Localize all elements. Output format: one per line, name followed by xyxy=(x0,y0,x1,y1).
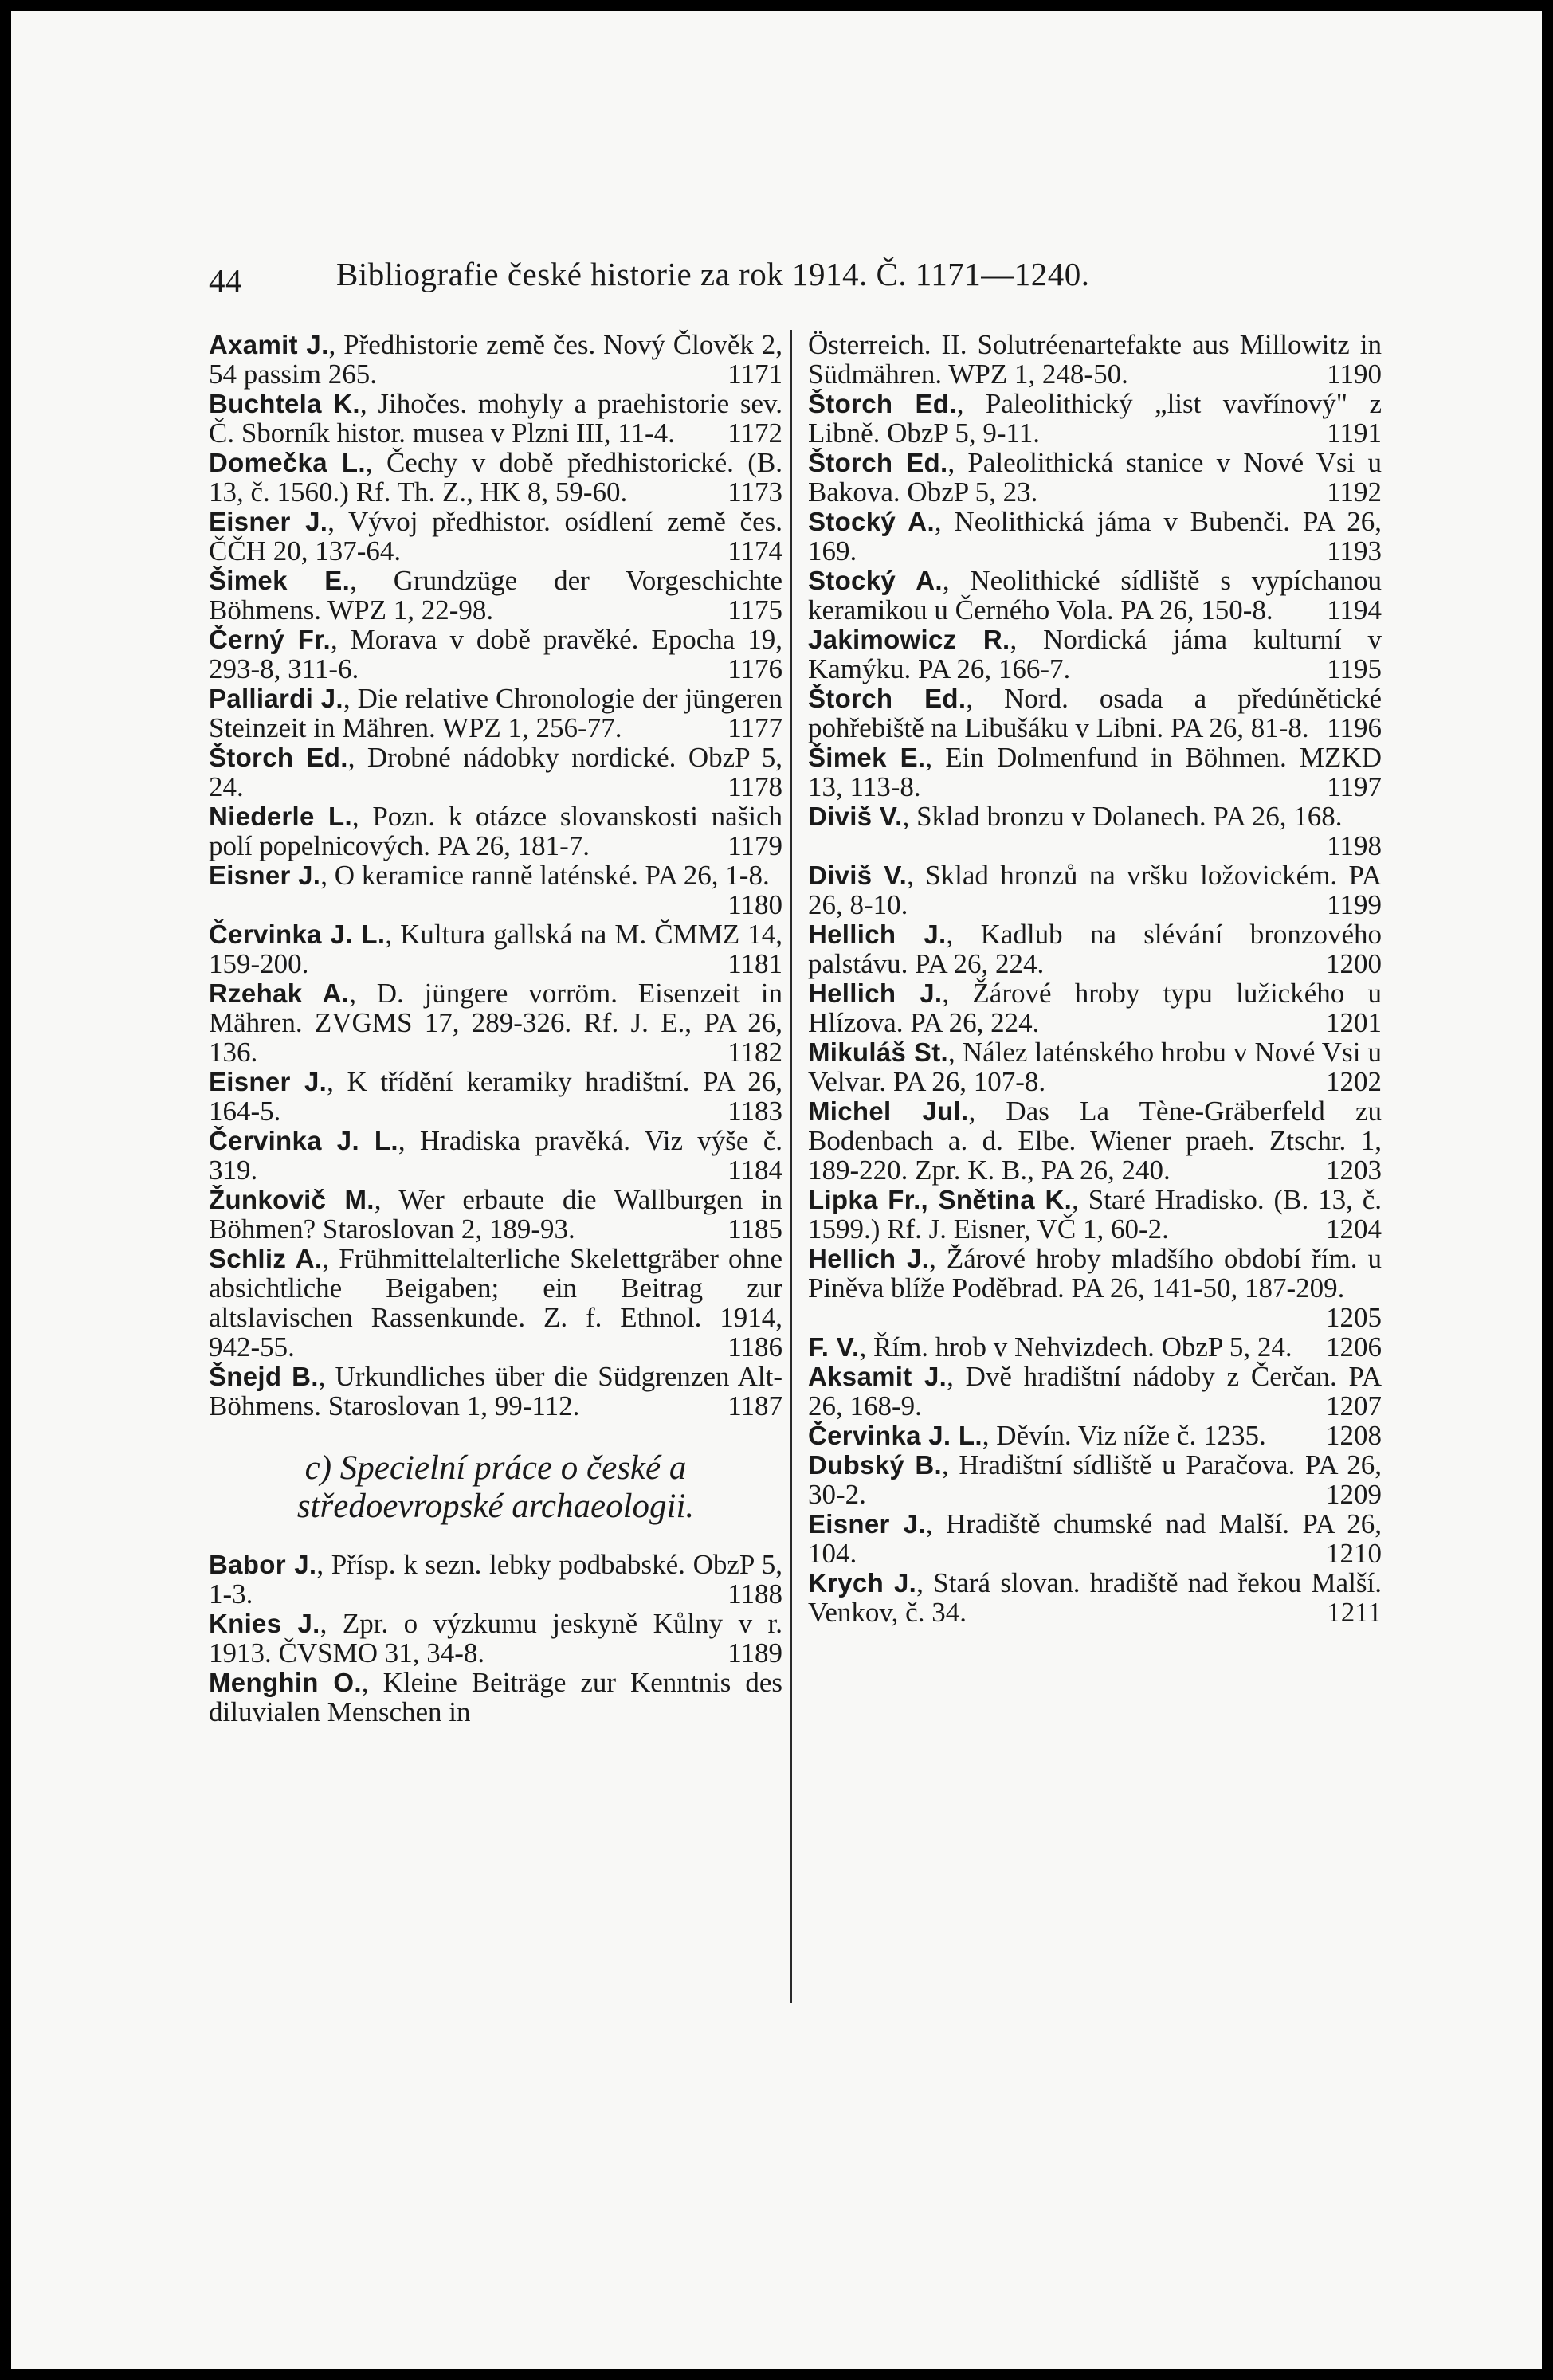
bibliography-entry xyxy=(209,1244,782,1362)
entry-number: 1203 xyxy=(1326,1155,1382,1186)
entry-text: , Řím. hrob v Nehvizdech. ObzP 5, 24. xyxy=(859,1331,1292,1363)
entry-text: , Drobné nádobky nordické. ObzP 5, 24. xyxy=(209,742,782,802)
entry-author: Žunkovič M. xyxy=(209,1185,375,1214)
entry-number: 1192 xyxy=(1327,476,1382,508)
entry-text: , Děvín. Viz níže č. 1235. xyxy=(982,1420,1266,1451)
bibliography-entry xyxy=(808,448,1382,507)
entry-author: Červinka J. L. xyxy=(209,1126,398,1155)
bibliography-entry xyxy=(209,1550,782,1609)
entry-number: 1185 xyxy=(727,1214,782,1245)
bibliography-entry xyxy=(209,330,782,389)
entry-author: Štorch Ed. xyxy=(808,448,948,477)
bibliography-entry xyxy=(209,1609,782,1668)
entry-text: , Přísp. k sezn. lebky podbabské. ObzP 5, 1-3. xyxy=(209,1549,782,1610)
section-heading: c) Specielní práce o české a středoevropské archaeologii. xyxy=(296,1449,695,1525)
entry-text: , O keramice ranně laténské. PA 26, 1-8. xyxy=(320,860,770,891)
entry-text: , Kleine Beiträge zur Kenntnis des diluvialen Menschen in xyxy=(209,1667,782,1727)
entry-text: , Ein Dolmenfund in Böhmen. MZKD 13, 113-8. xyxy=(808,742,1382,802)
entry-author: Červinka J. L. xyxy=(209,919,386,949)
entry-author: Štorch Ed. xyxy=(209,743,348,772)
right-column xyxy=(808,330,1382,1627)
entry-text: , Neolithické sídliště s vypíchanou keramikou u Černého Vola. PA 26, 150-8. xyxy=(808,565,1382,625)
entry-text: , Kultura gallská na M. ČMMZ 14, 159-200. xyxy=(209,919,782,979)
entry-author: Hellich J. xyxy=(808,1244,930,1273)
entry-number: 1178 xyxy=(727,771,782,802)
entry-text: , Morava v době pravěké. Epocha 19, 293-8, 311-6. xyxy=(209,624,782,684)
entry-number: 1206 xyxy=(1326,1331,1382,1363)
bibliography-entry xyxy=(808,1244,1382,1332)
entry-number: 1181 xyxy=(727,948,782,979)
entry-text: , Nordická jáma kulturní v Kamýku. PA 26, 166-7. xyxy=(808,624,1382,684)
bibliography-entry xyxy=(808,566,1382,625)
entry-number: 1208 xyxy=(1326,1420,1382,1451)
bibliography-entry xyxy=(209,684,782,743)
entry-text: , Grundzüge der Vorgeschichte Böhmens. WPZ 1, 22-98. xyxy=(209,565,782,625)
entry-number: 1190 xyxy=(1327,359,1382,390)
entry-text: , Žárové hroby mladšího období řím. u Piněva blíže Poděbrad. PA 26, 141-50, 187-209. xyxy=(808,1243,1382,1304)
entry-text: , Paleolithický „list vavřínový" z Libně. ObzP 5, 9-11. xyxy=(808,388,1382,449)
bibliography-entry xyxy=(808,861,1382,919)
entry-author: Eisner J. xyxy=(209,1067,327,1096)
bibliography-entry xyxy=(209,625,782,684)
entry-text: , Staré Hradisko. (B. 13, č. 1599.) Rf. J. Eisner, VČ 1, 60-2. xyxy=(808,1184,1382,1245)
entry-text: , Jihočes. mohyly a praehistorie sev. Č. Sborník histor. musea v Plzni III, 11-4. xyxy=(209,388,782,449)
entry-number: 1189 xyxy=(727,1637,782,1668)
page-header xyxy=(209,250,1372,298)
entry-text: , K třídění keramiky hradištní. PA 26, 164-5. xyxy=(209,1066,782,1127)
bibliography-entry xyxy=(209,1668,782,1727)
entry-number: 1174 xyxy=(727,535,782,567)
entry-text: , Wer erbaute die Wallburgen in Böhmen? Staroslovan 2, 189-93. xyxy=(209,1184,782,1245)
entry-text: , Čechy v době předhistorické. (B. 13, č. 1560.) Rf. Th. Z., HK 8, 59-60. xyxy=(209,447,782,508)
entry-number: 1204 xyxy=(1326,1214,1382,1245)
left-entry-list xyxy=(209,330,782,1421)
entry-author: Palliardi J. xyxy=(209,684,343,713)
entry-text: , Das La Tène-Gräberfeld zu Bodenbach a. d. Elbe. Wiener praeh. Ztschr. 1, 189-220. Zpr. K. B., PA 26, 240. xyxy=(808,1096,1382,1186)
entry-author: Knies J. xyxy=(209,1609,320,1638)
entry-text: , Kadlub na slévání bronzového palstávu. PA 26, 224. xyxy=(808,919,1382,979)
entry-text: , Nord. osada a předúnětické pohřebiště na Libušáku v Libni. PA 26, 81-8. xyxy=(808,683,1382,743)
bibliography-entry xyxy=(808,684,1382,743)
bibliography-entry xyxy=(808,1037,1382,1096)
entry-number: 1177 xyxy=(727,712,782,743)
bibliography-entry xyxy=(808,1332,1382,1362)
bibliography-entry xyxy=(209,389,782,448)
entry-text: , D. jüngere vorröm. Eisenzeit in Mähren. ZVGMS 17, 289-326. Rf. J. E., PA 26, 136. xyxy=(209,978,782,1068)
entry-author: Axamit J. xyxy=(209,330,329,359)
bibliography-entry xyxy=(209,1067,782,1126)
entry-author: Červinka J. L. xyxy=(808,1421,982,1450)
entry-text: , Vývoj předhistor. osídlení země čes. ČČH 20, 137-64. xyxy=(209,506,782,567)
entry-author: Černý Fr. xyxy=(209,625,331,654)
entry-text: , Pozn. k otázce slovanskosti našich polí popelnicových. PA 26, 181-7. xyxy=(209,801,782,861)
entry-number: 1210 xyxy=(1326,1538,1382,1569)
entry-text: , Hradištní sídliště u Paračova. PA 26, 30-2. xyxy=(808,1449,1382,1510)
entry-number: 1171 xyxy=(727,359,782,390)
bibliography-entry xyxy=(209,448,782,507)
entry-text: , Urkundliches über die Südgrenzen Alt-Böhmens. Staroslovan 1, 99-112. xyxy=(209,1361,782,1421)
entry-number: 1201 xyxy=(1326,1007,1382,1038)
entry-author: Eisner J. xyxy=(808,1509,926,1539)
entry-author: Štorch Ed. xyxy=(808,389,957,418)
bibliography-entry xyxy=(209,566,782,625)
entry-number: 1194 xyxy=(1327,594,1382,625)
entry-text: , Paleolithická stanice v Nové Vsi u Bakova. ObzP 5, 23. xyxy=(808,447,1382,508)
entry-author: Stocký A. xyxy=(808,566,943,595)
entry-author: Michel Jul. xyxy=(808,1096,969,1126)
page-number: 44 xyxy=(209,262,242,299)
bibliography-entry xyxy=(808,330,1382,389)
entry-author: Buchtela K. xyxy=(209,389,360,418)
bibliography-entry xyxy=(808,507,1382,566)
entry-number: 1191 xyxy=(1327,418,1382,449)
entry-number: 1200 xyxy=(1326,948,1382,979)
bibliography-entry xyxy=(808,1421,1382,1450)
right-entry-list xyxy=(808,330,1382,1627)
left-column xyxy=(209,330,782,1727)
entry-author: Hellich J. xyxy=(808,978,943,1008)
entry-text: , Předhistorie země čes. Nový Člověk 2, 54 passim 265. xyxy=(209,329,782,390)
entry-author: Rzehak A. xyxy=(209,978,350,1008)
entry-number: 1197 xyxy=(1327,771,1382,802)
entry-author: Schliz A. xyxy=(209,1244,323,1273)
left-entry-list-after xyxy=(209,1550,782,1727)
bibliography-entry xyxy=(209,802,782,861)
entry-text: , Frühmittelalterliche Skelettgräber ohne absichtliche Beigaben; ein Beitrag zur altslavischen Rassenkunde. Z. f. Ethnol. 1914, 942-55. xyxy=(209,1243,782,1363)
entry-text: , Žárové hroby typu lužického u Hlízova. PA 26, 224. xyxy=(808,978,1382,1038)
entry-author: Diviš V. xyxy=(808,861,908,890)
bibliography-entry xyxy=(808,978,1382,1037)
entry-number: 1207 xyxy=(1326,1390,1382,1421)
bibliography-entry xyxy=(209,743,782,802)
entry-author: Aksamit J. xyxy=(808,1362,947,1391)
entry-author: Šimek E. xyxy=(209,566,351,595)
column-divider xyxy=(790,330,792,2003)
entry-author: Jakimowicz R. xyxy=(808,625,1010,654)
entry-text: , Sklad bronzu v Dolanech. PA 26, 168. xyxy=(902,801,1343,832)
entry-author: Šnejd B. xyxy=(209,1362,319,1391)
bibliography-entry xyxy=(808,919,1382,978)
entry-number: 1209 xyxy=(1326,1479,1382,1510)
entry-number: 1179 xyxy=(727,830,782,861)
entry-number: 1205 xyxy=(1326,1302,1382,1333)
entry-author: Lipka Fr., Snětina K. xyxy=(808,1185,1073,1214)
entry-author: Eisner J. xyxy=(209,861,321,890)
bibliography-entry xyxy=(209,919,782,978)
bibliography-entry xyxy=(808,743,1382,802)
entry-text: , Stará slovan. hradiště nad řekou Malší. Venkov, č. 34. xyxy=(808,1567,1382,1628)
running-title: Bibliografie české historie za rok 1914. Č. 1171—1240. xyxy=(336,256,1090,292)
bibliography-entry xyxy=(209,1126,782,1185)
entry-author: Domečka L. xyxy=(209,448,366,477)
entry-number: 1198 xyxy=(1327,830,1382,861)
bibliography-entry xyxy=(808,1096,1382,1185)
entry-number: 1199 xyxy=(1327,889,1382,920)
entry-author: Eisner J. xyxy=(209,507,328,536)
bibliography-entry xyxy=(209,1362,782,1421)
entry-author: Hellich J. xyxy=(808,919,947,949)
bibliography-entry xyxy=(209,1185,782,1244)
entry-author: Krych J. xyxy=(808,1568,917,1598)
entry-text: , Hradiště chumské nad Malší. PA 26, 104. xyxy=(808,1508,1382,1569)
entry-number: 1172 xyxy=(727,418,782,449)
bibliography-entry xyxy=(808,1362,1382,1421)
entry-text: , Zpr. o výzkumu jeskyně Kůlny v r. 1913. ČVSMO 31, 34-8. xyxy=(209,1608,782,1668)
bibliography-entry xyxy=(808,1568,1382,1627)
entry-author: Štorch Ed. xyxy=(808,684,967,713)
entry-number: 1195 xyxy=(1327,653,1382,684)
entry-author: F. V. xyxy=(808,1332,860,1362)
entry-number: 1173 xyxy=(727,476,782,508)
entry-number: 1196 xyxy=(1327,712,1382,743)
entry-text: , Dvě hradištní nádoby z Čerčan. PA 26, 168-9. xyxy=(808,1361,1382,1421)
entry-number: 1182 xyxy=(727,1037,782,1068)
entry-text: , Sklad hronzů na vršku ložovickém. PA 26, 8-10. xyxy=(808,860,1382,920)
entry-author: Niederle L. xyxy=(209,802,352,831)
bibliography-entry xyxy=(808,802,1382,861)
entry-author: Dubský B. xyxy=(808,1450,942,1480)
entry-number: 1211 xyxy=(1327,1597,1382,1628)
entry-number: 1180 xyxy=(727,889,782,920)
bibliography-entry xyxy=(808,389,1382,448)
bibliography-entry xyxy=(808,625,1382,684)
bibliography-entry xyxy=(808,1509,1382,1568)
bibliography-entry xyxy=(209,861,782,919)
entry-text: , Neolithická jáma v Bubenči. PA 26, 169. xyxy=(808,506,1382,567)
entry-text: , Nález laténského hrobu v Nové Vsi u Velvar. PA 26, 107-8. xyxy=(808,1037,1382,1097)
entry-text: , Die relative Chronologie der jüngeren Steinzeit in Mähren. WPZ 1, 256-77. xyxy=(209,683,782,743)
entry-number: 1188 xyxy=(727,1578,782,1610)
entry-number: 1184 xyxy=(727,1155,782,1186)
entry-author: Diviš V. xyxy=(808,802,903,831)
entry-number: 1183 xyxy=(727,1096,782,1127)
entry-author: Stocký A. xyxy=(808,507,935,536)
bibliography-entry xyxy=(209,978,782,1067)
entry-author: Šimek E. xyxy=(808,743,926,772)
entry-number: 1202 xyxy=(1326,1066,1382,1097)
entry-number: 1187 xyxy=(727,1390,782,1421)
entry-author: Mikuláš St. xyxy=(808,1037,949,1067)
bibliography-entry xyxy=(209,507,782,566)
page xyxy=(11,11,1542,2369)
entry-author: Babor J. xyxy=(209,1550,317,1579)
entry-text: Österreich. II. Solutréenartefakte aus Millowitz in Südmähren. WPZ 1, 248-50. xyxy=(808,329,1382,390)
entry-author: Menghin O. xyxy=(209,1668,362,1697)
entry-text: , Hradiska pravěká. Viz výše č. 319. xyxy=(209,1125,782,1186)
entry-number: 1176 xyxy=(727,653,782,684)
bibliography-entry xyxy=(808,1450,1382,1509)
entry-number: 1193 xyxy=(1327,535,1382,567)
bibliography-entry xyxy=(808,1185,1382,1244)
entry-number: 1186 xyxy=(727,1331,782,1363)
entry-number: 1175 xyxy=(727,594,782,625)
